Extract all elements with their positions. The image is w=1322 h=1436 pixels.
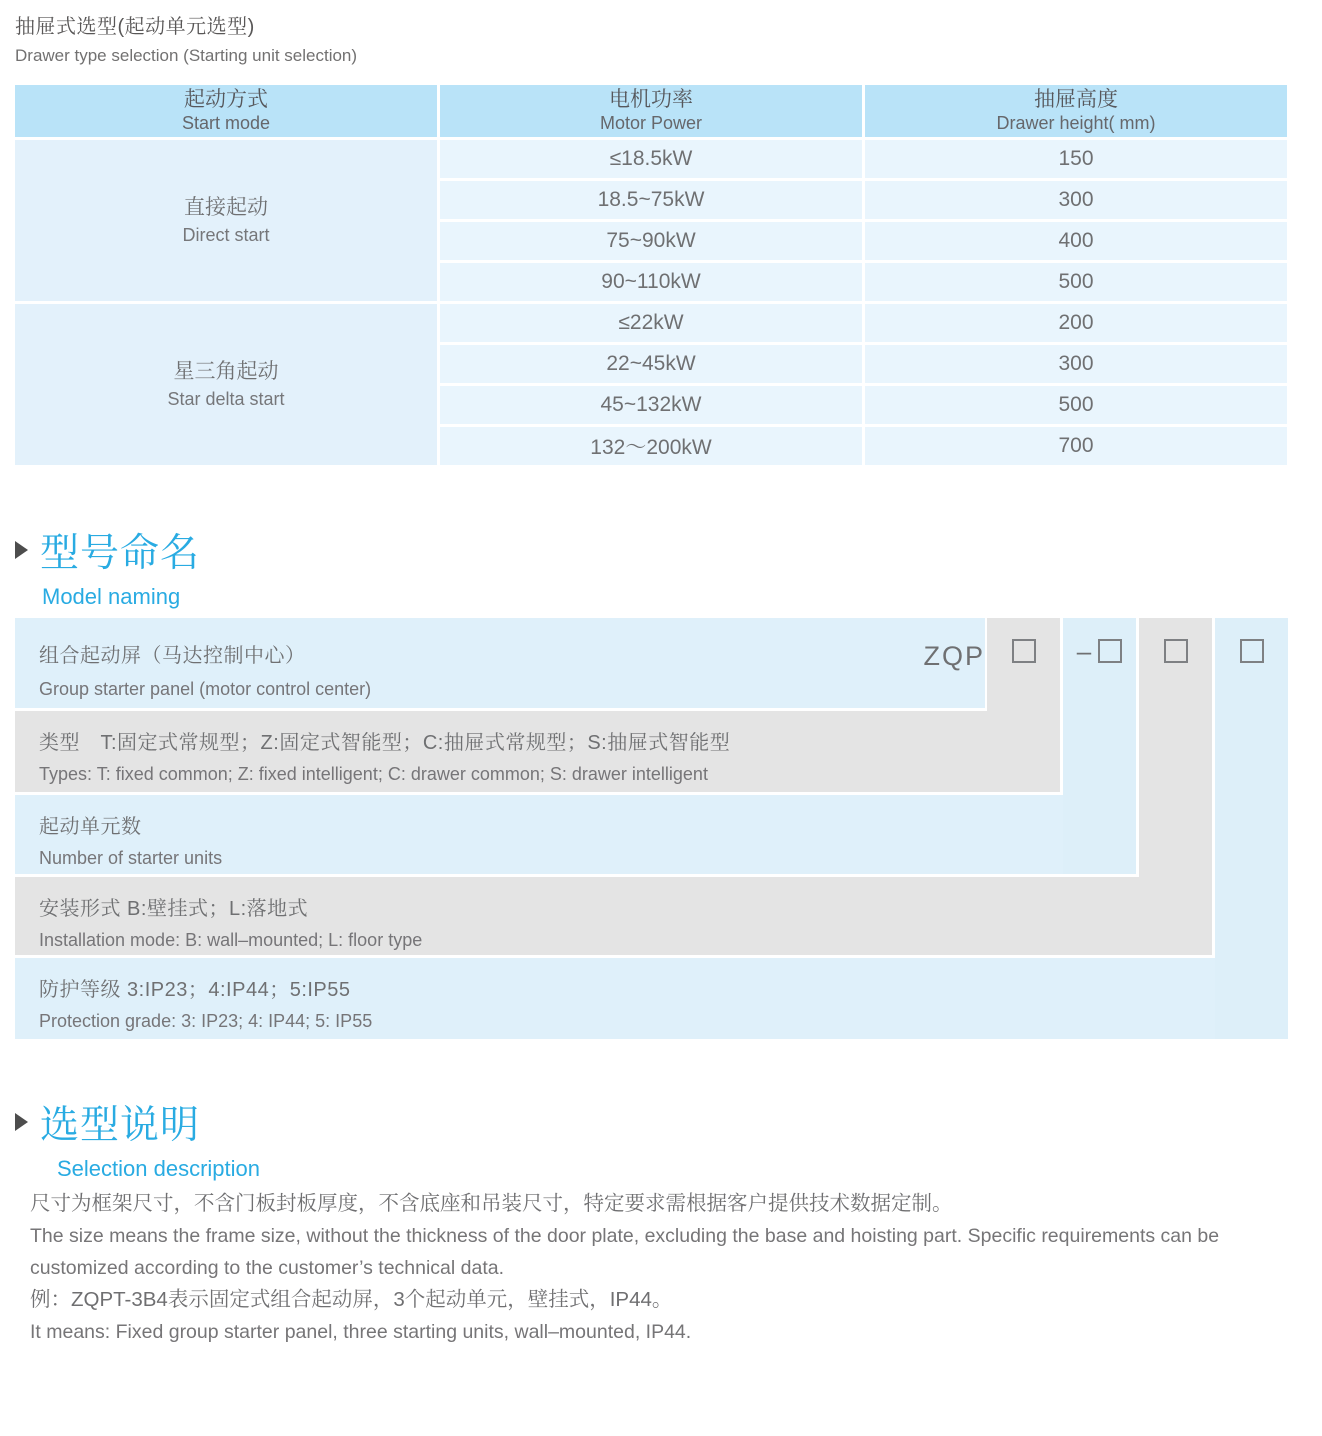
code-box-icon [1012, 639, 1036, 663]
code-column-installation [1139, 618, 1212, 955]
code-column-protection [1215, 618, 1288, 1039]
description-line: customized according to the customer’s technical data. [30, 1257, 505, 1279]
naming-row-group-starter-panel: 组合起动屏（马达控制中心） Group starter panel (motor control center) [15, 618, 985, 708]
cell-height: 200 [865, 304, 1287, 342]
cell-power: ≤22kW [440, 304, 862, 342]
naming-row-protection-grade: 防护等级 3:IP23；4:IP44；5:IP55 Protection grade: 3: IP23; 4: IP44; 5: IP55 [15, 958, 1288, 1039]
triangle-bullet-icon [15, 541, 28, 559]
cell-height: 300 [865, 345, 1287, 383]
selection-description-text [30, 1188, 1292, 1348]
cell-height: 300 [865, 181, 1287, 219]
col-header-motor-power: 电机功率 Motor Power [440, 85, 862, 137]
cell-power: ≤18.5kW [440, 140, 862, 178]
code-column-units [1063, 618, 1136, 874]
naming-row-starter-units: 起动单元数 Number of starter units [15, 795, 1136, 874]
code-box-icon [1164, 639, 1188, 663]
section-title-zh: 型号命名 [40, 532, 201, 575]
page-title-en: Drawer type selection (Starting unit selection) [15, 46, 358, 65]
model-naming-diagram [15, 618, 1288, 1039]
naming-row-installation-mode: 安装形式 B:壁挂式；L:落地式 Installation mode: B: wall–mounted; L: floor type [15, 877, 1212, 955]
section-title-en: Model naming [42, 584, 181, 609]
code-box-icon [1098, 639, 1122, 663]
cell-power: 18.5~75kW [440, 181, 862, 219]
cell-power: 45~132kW [440, 386, 862, 424]
cell-height: 700 [865, 427, 1287, 465]
model-code-prefix: ZQP [923, 641, 985, 671]
cell-power: 90~110kW [440, 263, 862, 301]
col-header-start-mode: 起动方式 Start mode [15, 85, 437, 137]
page-title-zh: 抽屉式选型(起动单元选型) [15, 16, 255, 38]
section-selection-description-title [15, 1094, 260, 1182]
section-title-en: Selection description [57, 1156, 261, 1181]
cell-height: 400 [865, 222, 1287, 260]
cell-power: 75~90kW [440, 222, 862, 260]
code-box-icon [1240, 639, 1264, 663]
code-column-type [987, 618, 1060, 792]
col-header-drawer-height: 抽屉高度 Drawer height( mm) [865, 85, 1287, 137]
cell-power: 132～200kW [440, 427, 862, 465]
cell-mode-direct-start: 直接起动 Direct start [15, 140, 437, 301]
description-line: It means: Fixed group starter panel, three starting units, wall–mounted, IP44. [30, 1321, 692, 1343]
triangle-bullet-icon [15, 1113, 28, 1131]
page-header [15, 10, 357, 66]
section-title-zh: 选型说明 [40, 1104, 201, 1147]
cell-mode-star-delta-start: 星三角起动 Star delta start [15, 304, 437, 465]
naming-row-types: 类型 T:固定式常规型；Z:固定式智能型；C:抽屉式常规型；S:抽屉式智能型 Types: T: fixed common; Z: fixed intelligent; C: drawer common; S: drawer intelligent [15, 711, 1060, 792]
cell-power: 22~45kW [440, 345, 862, 383]
cell-height: 500 [865, 386, 1287, 424]
description-line: The size means the frame size, without the thickness of the door plate, excluding the base and hoisting part. Specific requirements can be [30, 1225, 1220, 1247]
cell-height: 150 [865, 140, 1287, 178]
dash-separator: – [1076, 636, 1092, 666]
description-line: 尺寸为框架尺寸，不含门板封板厚度，不含底座和吊装尺寸，特定要求需根据客户提供技术数据定制。 [30, 1192, 953, 1215]
cell-height: 500 [865, 263, 1287, 301]
drawer-selection-table [15, 85, 1287, 465]
description-line: 例：ZQPT-3B4表示固定式组合起动屏，3个起动单元，壁挂式，IP44。 [30, 1288, 673, 1311]
section-model-naming-title [15, 522, 200, 610]
